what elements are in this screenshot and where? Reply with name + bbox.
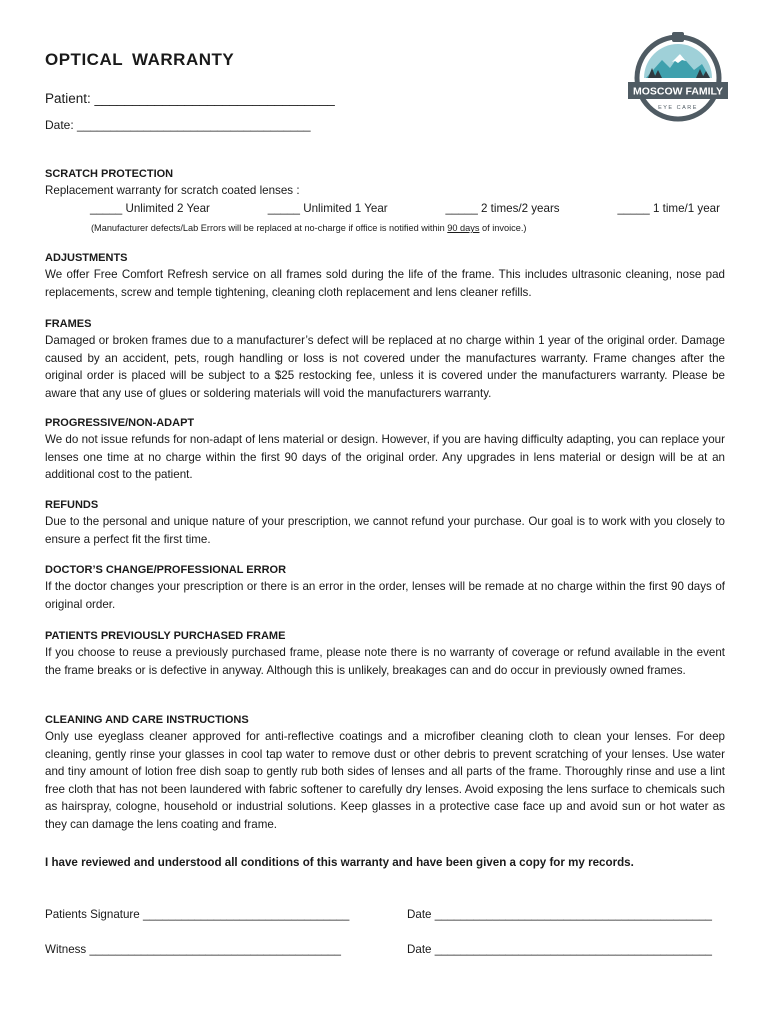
witness-signature-line[interactable]: Witness _______________________________________ — [45, 943, 341, 956]
option-1-time-1-year[interactable]: _____ 1 time/1 year — [617, 202, 720, 215]
previous-frame-heading: PATIENTS PREVIOUSLY PURCHASED FRAME — [45, 630, 286, 642]
adjustments-heading: ADJUSTMENTS — [45, 252, 128, 264]
scratch-section — [45, 166, 725, 200]
note-text-start: (Manufacturer defects/Lab Errors will be replaced at no-charge if office is notified within — [91, 223, 448, 233]
adjustments-section — [45, 250, 725, 301]
doctors-change-body: If the doctor changes your prescription or there is an error in the order, lenses will be remade at no charge within the first 90 days of original order. — [45, 580, 725, 611]
doctors-change-heading: DOCTOR’S CHANGE/PROFESSIONAL ERROR — [45, 564, 287, 576]
scratch-options — [90, 202, 720, 215]
frames-heading: FRAMES — [45, 318, 92, 330]
option-unlimited-2-year[interactable]: _____ Unlimited 2 Year — [90, 202, 210, 215]
note-text-end: of invoice.) — [479, 223, 527, 233]
patient-field[interactable]: Patient: ________________________________ — [45, 91, 335, 106]
logo-name: MOSCOW FAMILY — [632, 85, 724, 98]
refunds-section — [45, 497, 725, 548]
note-underlined-days: 90 days — [447, 223, 480, 233]
progressive-section — [45, 415, 725, 484]
cleaning-section — [45, 712, 725, 834]
doctors-change-section — [45, 562, 725, 613]
signature-date-line[interactable]: Date ___________________________________________ — [407, 908, 712, 921]
frames-body: Damaged or broken frames due to a manufacturer’s defect will be replaced at no charge within 1 year of the original order. Damage caused by an accident, pets, rough handling or loss is not covered under the manufactures warranty. Frame changes after the original order is placed will be subject to a $25 restocking fee, unless it is covered under the manufacturers warranty. Please be aware that any use of glues or soldering materials will void the manufacturers warranty. — [45, 334, 725, 400]
page-title: OPTICAL WARRANTY — [45, 50, 235, 69]
cleaning-heading: CLEANING AND CARE INSTRUCTIONS — [45, 714, 249, 726]
progressive-body: We do not issue refunds for non-adapt of lens material or design. However, if you are having difficulty adapting, you can replace your lenses one time at no charge within the first 90 days of the original order. Any upgrades in lens material or design will be at an additional cost to the patient. — [45, 433, 725, 482]
previous-frame-body: If you choose to reuse a previously purchased frame, please note there is no warranty of coverage or refund available in the event the frame breaks or is defective in anyway. Although this is unlikely, breakages can and do occur in previously owned frames. — [45, 646, 725, 677]
previous-frame-section — [45, 628, 725, 679]
witness-date-line[interactable]: Date ___________________________________________ — [407, 943, 712, 956]
cleaning-body: Only use eyeglass cleaner approved for anti-reflective coatings and a microfiber cleaning cloth to clean your lenses. For deep cleaning, gently rinse your glasses in cool tap water to remove dust or other debris to prevent scratching of your lenses. Use water and tiny amount of lotion free dish soap to gently rub both sides of lenses and all parts of the frame. Thoroughly rinse and use a lint free cloth that has not been laundered with fabric softener to carefully dry lenses. Avoid exposing the lens surface to chemicals such as hairspray, cologne, household or industrial solutions. Keep glasses in a protective case face up and avoid sun or hot water as they can damage the lens coating and frame. — [45, 730, 725, 831]
refunds-heading: REFUNDS — [45, 499, 99, 511]
refunds-body: Due to the personal and unique nature of your prescription, we cannot refund your purchase. Our goal is to work with you closely to ensure a perfect fit the first time. — [45, 515, 725, 546]
scratch-intro: Replacement warranty for scratch coated lenses : — [45, 184, 300, 197]
progressive-heading: PROGRESSIVE/NON-ADAPT — [45, 417, 195, 429]
adjustments-body: We offer Free Comfort Refresh service on all frames sold during the life of the frame. This includes ultrasonic cleaning, nose pad replacements, screw and temple tightening, cleaning cloth replacement and lens cleaner refills. — [45, 268, 725, 299]
scratch-note — [91, 223, 526, 233]
frames-section — [45, 316, 725, 402]
scratch-heading: SCRATCH PROTECTION — [45, 168, 174, 180]
acknowledgement-statement: I have reviewed and understood all conditions of this warranty and have been given a copy for my records. — [45, 856, 634, 869]
logo-subtitle: EYE CARE — [658, 105, 698, 111]
option-unlimited-1-year[interactable]: _____ Unlimited 1 Year — [267, 202, 388, 215]
moscow-family-logo — [628, 32, 728, 128]
patient-signature-line[interactable]: Patients Signature ________________________________ — [45, 908, 350, 921]
option-2-times-2-years[interactable]: _____ 2 times/2 years — [445, 202, 560, 215]
date-field[interactable]: Date: ___________________________________ — [45, 118, 311, 132]
